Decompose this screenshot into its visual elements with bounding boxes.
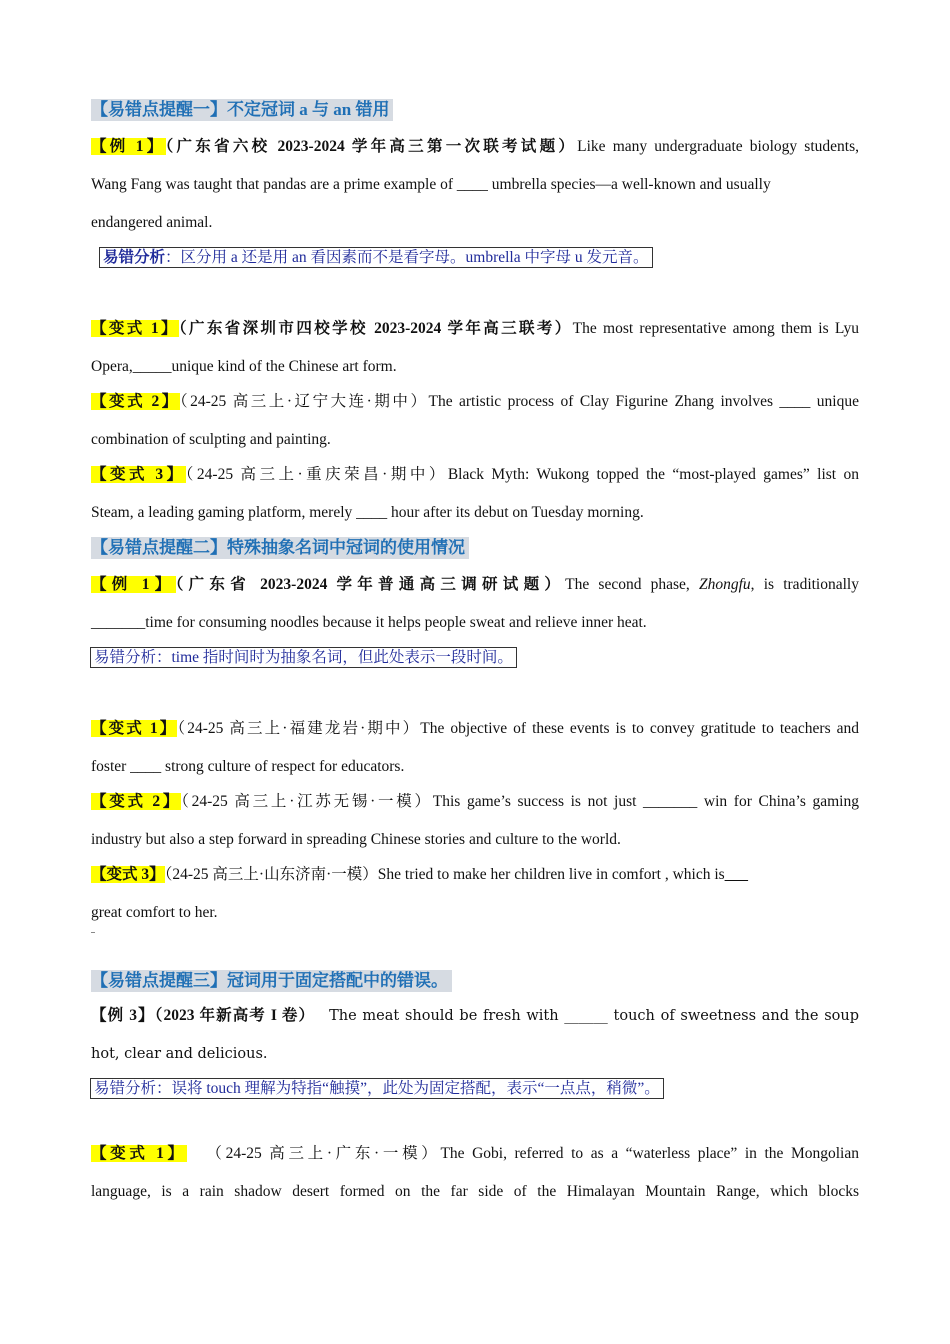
example-source: （广东省六校 2023-2024 学年高三第一次联考试题） xyxy=(165,138,578,155)
example-source: （2023 年新高考 I 卷） xyxy=(154,1007,316,1024)
variant-blank: ___ xyxy=(724,866,748,883)
analysis-box-3: 易错分析：误将 touch 理解为特指“触摸”，此处为固定搭配，表示“一点点，稍微”。 xyxy=(90,1078,664,1099)
stray-mark xyxy=(91,932,95,933)
example-text-a: The second phase, xyxy=(565,576,690,593)
s2-variant-3-line-2: great comfort to her. xyxy=(91,904,218,921)
analysis-box-1 xyxy=(99,247,653,268)
variant-tag: 【变式 1】 xyxy=(91,1145,187,1162)
s3-variant-1-line-2: language, is a rain shadow desert formed on the far side of the Himalayan Mountain Range, which blocks xyxy=(91,1183,859,1200)
example-1-line-2: Wang Fang was taught that pandas are a prime example of ____ umbrella species—a well-known and usually xyxy=(91,176,771,193)
variant-text: The objective of these events is to convey gratitude to teachers and xyxy=(420,720,859,737)
variant-text: She tried to make her children live in comfort , which is xyxy=(377,866,725,883)
example-3-line-2: hot, clear and delicious. xyxy=(91,1046,268,1062)
example-text: Like many undergraduate biology students, xyxy=(577,138,859,155)
example-text: The meat should be fresh with ______ touch of sweetness and the soup xyxy=(329,1008,859,1024)
variant-source: （24-25 高三上·辽宁大连·期中） xyxy=(179,393,429,410)
variant-tag: 【变式 2】 xyxy=(91,793,182,810)
example-tag: 【例 1】 xyxy=(91,138,166,155)
variant-text: The Gobi, referred to as a “waterless place” in the Mongolian xyxy=(440,1145,859,1162)
s2-variant-1-line-1 xyxy=(91,719,859,739)
section-2-heading: 【易错点提醒二】特殊抽象名词中冠词的使用情况 xyxy=(91,537,469,559)
example-2-line-1 xyxy=(91,575,859,595)
example-text-italic: Zhongfu xyxy=(698,576,751,593)
s1-variant-1-line-2: Opera,_____unique kind of the Chinese art form. xyxy=(91,358,397,375)
example-1-line-1 xyxy=(91,137,859,157)
s3-variant-1-line-1 xyxy=(91,1144,859,1164)
section-3-heading: 【易错点提醒三】冠词用于固定搭配中的错误。 xyxy=(91,970,452,992)
example-tag: 【例 3】 xyxy=(91,1007,155,1024)
s2-variant-3-line-1 xyxy=(91,865,811,885)
variant-source: （24-25 高三上·福建龙岩·期中） xyxy=(177,720,421,737)
analysis-label: 易错分析 xyxy=(103,249,166,266)
variant-tag: 【变式 2】 xyxy=(91,393,180,410)
variant-text: This game’s success is not just _______ win for China’s gaming xyxy=(432,793,859,810)
variant-text: The most representative among them is Lyu xyxy=(572,320,859,337)
example-2-line-2: _______time for consuming noodles because it helps people sweat and relieve inner heat. xyxy=(91,614,647,631)
analysis-box-2: 易错分析：time 指时间时为抽象名词，但此处表示一段时间。 xyxy=(90,647,517,668)
variant-tag: 【变式 1】 xyxy=(91,720,178,737)
variant-text: The artistic process of Clay Figurine Zhang involves ____ unique xyxy=(428,393,859,410)
s1-variant-3-line-1 xyxy=(91,465,859,485)
variant-source: （24-25 高三上·广东·一模） xyxy=(202,1145,441,1162)
variant-source: （广东省深圳市四校学校 2023-2024 学年高三联考） xyxy=(178,320,573,337)
variant-tag: 【变式 3】 xyxy=(91,866,165,883)
variant-source: （24-25 高三上·重庆荣昌·期中） xyxy=(185,466,448,483)
variant-tag: 【变式 1】 xyxy=(91,320,179,337)
variant-source: （24-25 高三上·山东济南·一模） xyxy=(164,866,378,883)
s1-variant-3-line-2: Steam, a leading gaming platform, merely ____ hour after its debut on Tuesday morning. xyxy=(91,504,644,521)
s1-variant-2-line-1 xyxy=(91,392,859,412)
example-1-line-3: endangered animal. xyxy=(91,214,213,231)
example-text-c: , is traditionally xyxy=(750,576,859,593)
s2-variant-2-line-1 xyxy=(91,792,859,812)
example-source: （广东省 2023-2024 学年普通高三调研试题） xyxy=(175,576,566,593)
example-tag: 【例 1】 xyxy=(91,576,176,593)
s1-variant-1-line-1 xyxy=(91,319,859,339)
variant-source: （24-25 高三上·江苏无锡·一模） xyxy=(181,793,433,810)
s1-variant-2-line-2: combination of sculpting and painting. xyxy=(91,431,331,448)
example-3-line-1 xyxy=(91,1006,859,1026)
analysis-text: ：区分用 a 还是用 an 看因素而不是看字母。umbrella 中字母 u 发元音。 xyxy=(165,249,649,266)
variant-text: Black Myth: Wukong topped the “most-played games” list on xyxy=(447,466,859,483)
section-1-heading: 【易错点提醒一】不定冠词 a 与 an 错用 xyxy=(91,99,393,121)
s2-variant-1-line-2: foster ____ strong culture of respect for educators. xyxy=(91,758,405,775)
variant-tag: 【变式 3】 xyxy=(91,466,186,483)
s2-variant-2-line-2: industry but also a step forward in spreading Chinese stories and culture to the world. xyxy=(91,831,621,848)
